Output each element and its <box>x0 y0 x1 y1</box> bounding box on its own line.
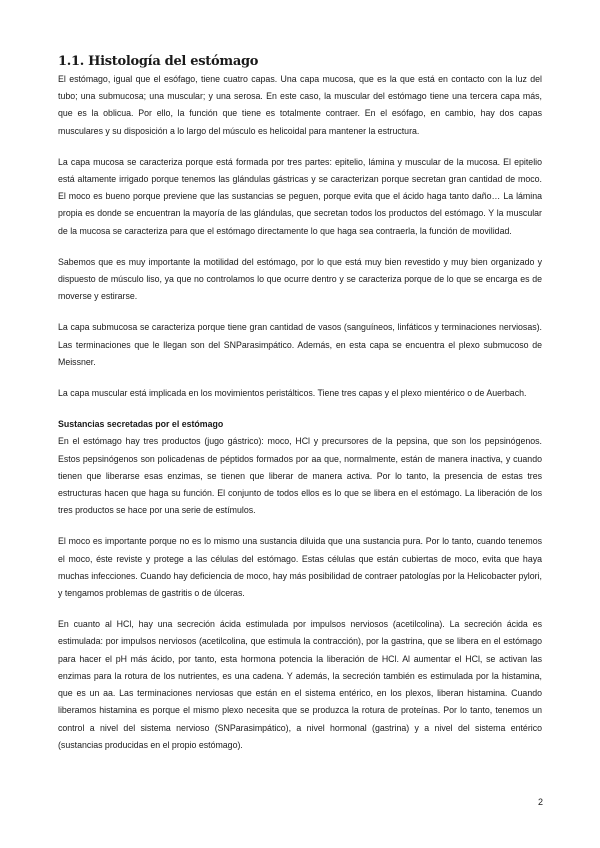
paragraph-hcl: En cuanto al HCl, hay una secreción ácida estimulada por impulsos nerviosos (acetilcolina). La secreción ácida es estimulada: por impulsos nerviosos (acetilcolina, que estimula la contracción), por la gastrina, que se libera en el estómago para hacer el pH más ácido, por tanto, esta hormona potencia la liberación de HCl. Al aumentar el HCl, se activan las enzimas para la rotura de los nutrientes, es una cadena. Y además, la secreción también es estimulada por la histamina, que es un aa. Las terminaciones nerviosas que están en el sistema entérico, en los plexos, liberan histamina. Cuando liberamos histamina es porque el mismo plexo necesita que se produzca la rotura de proteínas. Por lo tanto, tenemos un control a nivel del sistema nervioso (SNParasimpático), a nivel hormonal (gastrina) y a nivel del sistema entérico (sustancias producidas en el propio estómago). <box>58 619 542 750</box>
paragraph-mucosa: La capa mucosa se caracteriza porque está formada por tres partes: epitelio, lámina y muscular de la mucosa. El epitelio está altamente irrigado porque tenemos las glándulas gástricas y se caracterizan porque secretan gran cantidad de moco. El moco es bueno porque previene que las sustancias se peguen, porque evita que el ácido haga tanto daño… La lámina propia es donde se encuentran la mayoría de las glándulas, que secretan todos los productos del estómago. Y la muscular de la mucosa se caracteriza para que el estómago directamente lo que haga sea contraerla, la función de movilidad. <box>58 156 542 236</box>
paragraph-motility: Sabemos que es muy importante la motilidad del estómago, por lo que está muy bien revestido y muy bien organizado y dispuesto de músculo liso, ya que no controlamos lo que ocurre dentro y se caracteriza porque de lo que se encarga es de moverse y estirarse. <box>58 256 542 302</box>
paragraph-submucosa: La capa submucosa se caracteriza porque tiene gran cantidad de vasos (sanguíneos, linfáticos y terminaciones nerviosas). Las terminaciones que le llegan son del SNParasimpático. Además, en esta capa se encuentra el plexo submucoso de Meissner. <box>58 322 542 367</box>
paragraph-mucus: El moco es importante porque no es lo mismo una sustancia diluida que una sustancia pura. Por lo tanto, cuando tenemos el moco, éste reviste y protege a las células del estómago. Estas células que están cubiertas de moco, evita que haya muchas infecciones. Cuando hay deficiencia de moco, hay más posibilidad de contraer patologías por la Helicobacter pylori, y tengamos problemas de gastritis o de úlceras. <box>58 536 542 599</box>
paragraph-gastric-products: En el estómago hay tres productos (jugo gástrico): moco, HCl y precursores de la pepsina, que son los pepsinógenos. Estos pepsinógenos son policadenas de péptidos formados por aa que, normalmente, están de manera inactiva, y cuando tienen que liberarse esas enzimas, se tienen que liberar de manera activa. Por lo tanto, la presencia de estas tres estructuras hacen que haga su función. El conjunto de todos ellos es lo que se libera en el estómago. La liberación de los tres productos se hace por una serie de estímulos. <box>58 436 542 516</box>
paragraph-layers-overview: El estómago, igual que el esófago, tiene cuatro capas. Una capa mucosa, que es la que está en contacto con la luz del tubo; una submucosa; una muscular; y una serosa. En este caso, la muscular del estómago tiene una tercera capa más, que es la oblicua. Por ello, la función que tiene es totalmente contraer. En el esófago, en cambio, hay dos capas musculares y su disposición a lo largo del músculo es helicoidal para mantener la estructura. <box>58 74 542 136</box>
subheading-secreted-substances: Sustancias secretadas por el estómago <box>58 419 224 430</box>
page-number: 2 <box>537 797 543 807</box>
section-title: 1.1. Histología del estómago <box>58 54 259 69</box>
paragraph-muscular: La capa muscular está implicada en los movimientos peristálticos. Tiene tres capas y el plexo mientérico o de Auerbach. <box>58 388 527 399</box>
